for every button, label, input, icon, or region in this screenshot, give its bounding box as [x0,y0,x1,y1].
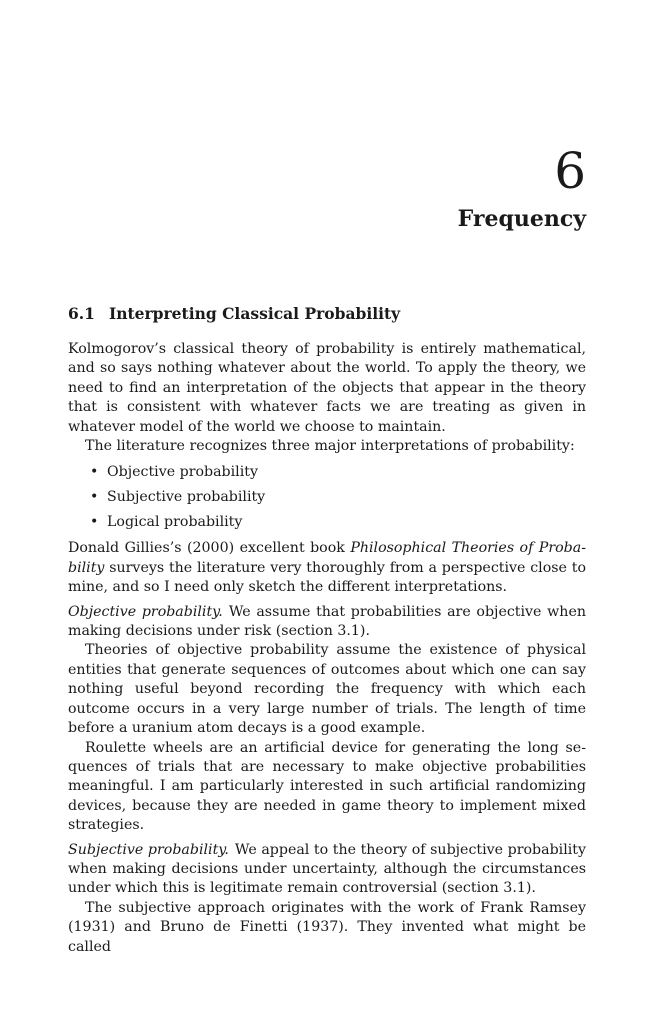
paragraph: Kolmogorov’s classical theory of probability is entirely mathematical, and so says nothing whatever about the world. To apply the theory, we need to find an interpretation of the objects that appear in the theory that is consistent with whatever facts we are treating as given in whatever model of the world we choose to maintain. [68,341,586,435]
section-number: 6.1 [68,304,95,323]
text-run: We assume that probabilities are objective when making decisions under risk (section 3.1). [68,603,586,640]
book-title: Philosophical Theories of Probability [68,540,587,576]
paragraph: Theories of objective probability assume the existence of physical entities that generate sequences of outcomes about which one can say nothing useful beyond recording the frequency with which each outcome occurs in a very large number of trials. The length of time before a uranium atom decays is a good example. [68,642,586,737]
bullet-icon: • [90,464,99,481]
bullet-icon: • [90,489,99,506]
section-heading [68,302,400,326]
section-title: Interpreting Classical Probability [108,304,401,323]
bullet-icon: • [90,514,99,531]
run-in-heading-objective: Objective probability. [68,603,223,620]
paragraph: Roulette wheels are an artificial device for generating the long sequences of trials that are necessary to make objective probabilities meaningful. I am particularly interested in such artificial randomizing devices, because they are needed in game theory to implement mixed strategies. [68,739,586,834]
list-item-label: Logical probability [107,514,243,531]
paragraph [68,841,586,899]
list-item-label: Subjective probability [107,489,266,506]
list-item [90,460,586,485]
text-run: Donald Gillies’s (2000) excellent book [68,540,351,557]
list-item [90,485,586,510]
paragraph [68,603,586,642]
paragraph [68,539,586,597]
chapter-title: Frequency [457,206,586,232]
text-run: We appeal to the theory of subjective probability when making decisions under uncertainty, although the circumstances under which this is legitimate remain controversial (section 3.1). [68,841,586,897]
run-in-heading-subjective: Subjective probability. [68,841,229,858]
paragraph: The literature recognizes three major interpretations of probability: [85,438,575,455]
paragraph: The subjective approach originates with the work of Frank Ramsey (1931) and Bruno de Finetti (1937). They invented what might be called [68,899,586,955]
body-text [68,340,586,957]
text-run: surveys the literature very thoroughly from a perspective close to mine, and so I need only sketch the different interpretations. [68,559,586,596]
list-item [90,510,586,535]
list-item-label: Objective probability [107,464,258,481]
bullet-list [90,460,586,535]
chapter-number: 6 [554,142,586,200]
